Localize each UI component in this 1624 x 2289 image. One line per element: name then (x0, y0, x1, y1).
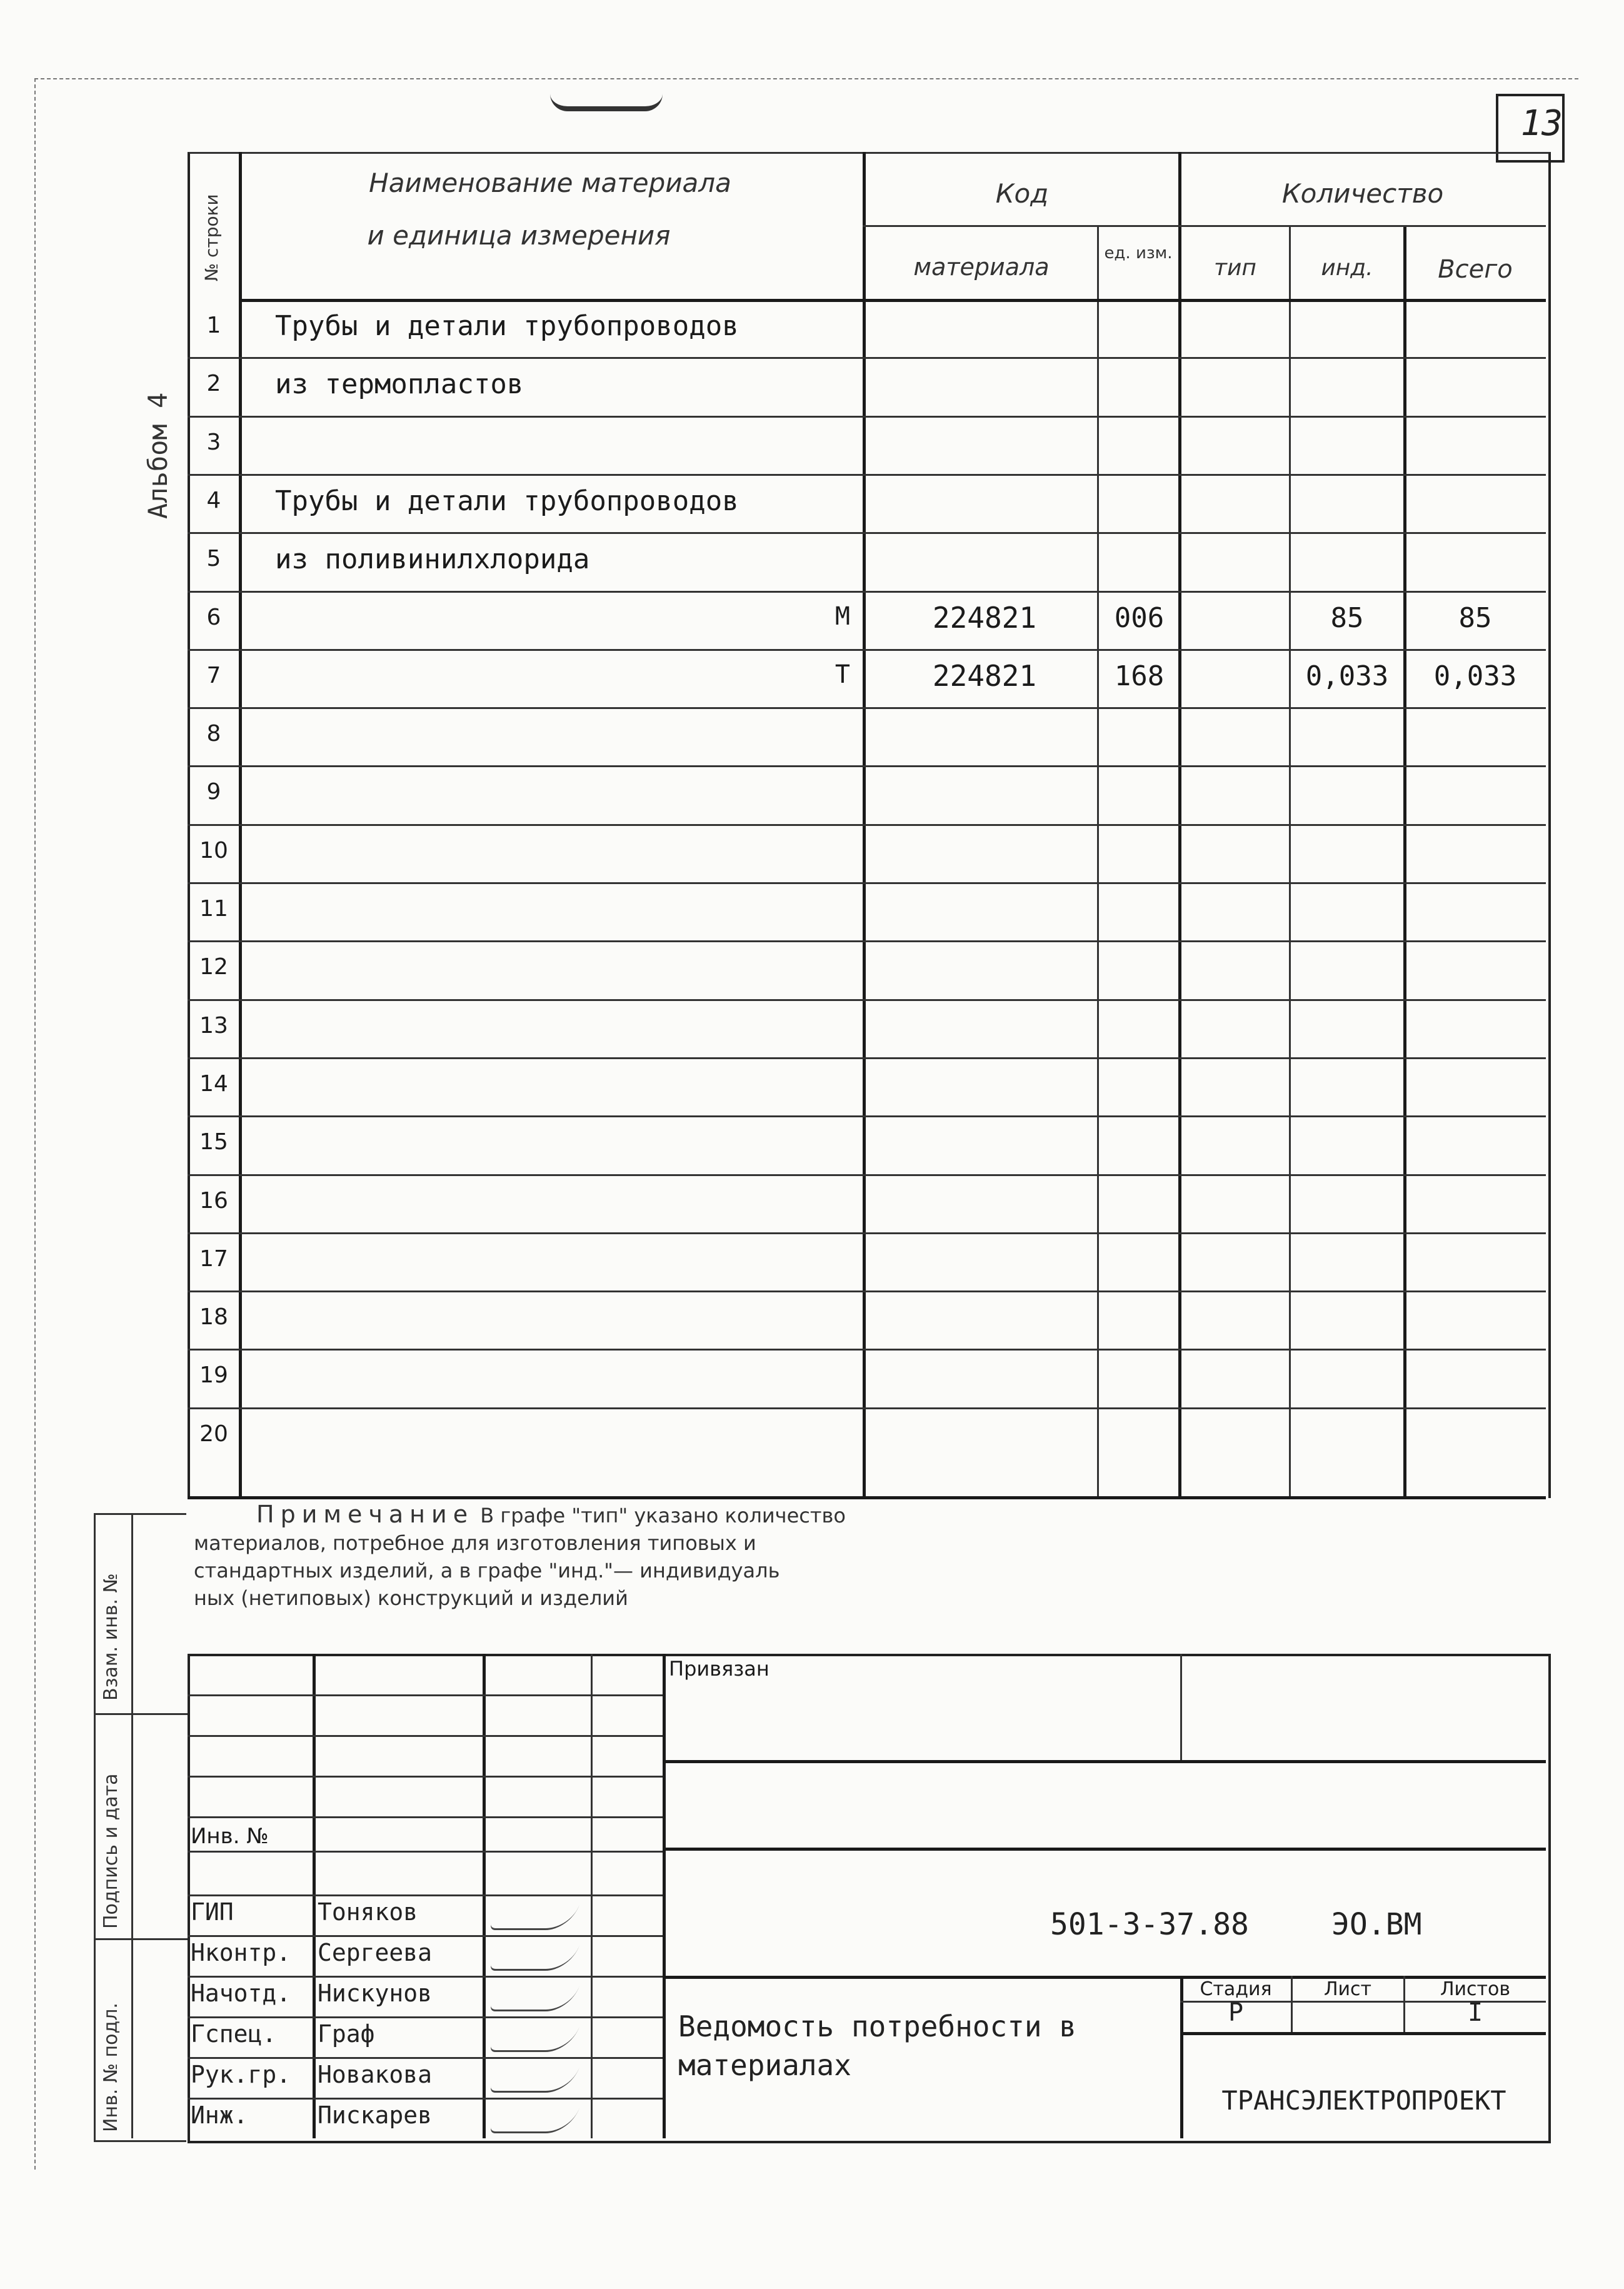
row-number: 18 (199, 1304, 228, 1331)
signatory-name: Сергеева (318, 1939, 433, 1966)
row-name: Трубы и детали трубопроводов (275, 485, 739, 517)
note-line-1: В графе "тип" указано количество (480, 1504, 846, 1527)
row-number: 1 (206, 313, 221, 338)
table-row (188, 649, 1546, 707)
header-qty-type: тип (1214, 255, 1256, 281)
signatory-role: ГИП (191, 1898, 234, 1926)
table-row (188, 1349, 1546, 1407)
tb-row-line (188, 1851, 663, 1853)
tb-row-line (188, 2016, 663, 2018)
note-lead: Примечание (256, 1501, 474, 1528)
signatory-role: Инж. (191, 2101, 248, 2129)
header-code: Код (995, 178, 1049, 209)
table-row (188, 357, 1546, 415)
row-number: 10 (199, 837, 228, 863)
table-row (188, 416, 1546, 474)
table-row (188, 1232, 1546, 1290)
signatory-name: Нискунов (318, 1980, 433, 2007)
signatory-name: Граф (318, 2020, 375, 2048)
note-line-2: материалов, потребное для изготовления типовых и (194, 1531, 756, 1555)
signatory-role: Гспец. (191, 2020, 277, 2048)
header-name-line1: Наименование материала (369, 168, 731, 198)
album-label: Альбом 4 (143, 392, 173, 519)
tb-row-line (188, 1894, 663, 1896)
row-number: 9 (206, 779, 221, 805)
table-row (188, 474, 1546, 532)
row-name: из поливинилхлорида (275, 543, 590, 576)
table-row (188, 1115, 1546, 1174)
top-border (34, 78, 1578, 79)
row-code: 224821 (932, 600, 1037, 635)
tb-col-4 (663, 1654, 666, 2138)
header-quantity: Количество (1281, 178, 1444, 209)
page-number: 13 (1520, 103, 1563, 144)
row-number: 20 (199, 1421, 228, 1447)
side-stamp-vzam: Взам. инв. № (100, 1573, 122, 1701)
row-name: из термопластов (275, 368, 524, 401)
table-row (188, 532, 1546, 590)
table-row (188, 299, 1546, 357)
organization: ТРАНСЭЛЕКТРОПРОЕКТ (1221, 2085, 1506, 2116)
table-row (188, 940, 1546, 999)
row-number: 17 (199, 1245, 228, 1272)
table-row (188, 999, 1546, 1057)
row-number: 7 (206, 662, 221, 688)
header-qty-ind: инд. (1321, 255, 1373, 281)
row-ind: 85 (1330, 601, 1364, 634)
side-stamp-inv: Инв. № подл. (100, 2003, 122, 2132)
table-row (188, 1057, 1546, 1115)
header-row-no: № строки (201, 194, 222, 281)
stage-label: Стадия (1200, 1978, 1272, 2000)
tb-row-line (188, 1816, 663, 1818)
signatory-name: Пискарев (318, 2101, 433, 2129)
tb-row-line (188, 2098, 663, 2100)
row-number: 16 (199, 1187, 228, 1214)
row-number: 2 (206, 371, 221, 397)
row-number: 15 (199, 1129, 228, 1155)
tb-sheets-col (1403, 1976, 1405, 2032)
table-row (188, 1174, 1546, 1232)
note-line-3: стандартных изделий, а в графе "инд."— индивидуаль (194, 1559, 780, 1582)
row-mark: М (835, 601, 850, 631)
row-unit: 006 (1114, 601, 1165, 634)
row-number: 13 (199, 1012, 228, 1039)
row-code: 224821 (932, 658, 1037, 693)
side-stamp-divider (131, 1513, 133, 2138)
row-number: 4 (206, 487, 221, 513)
table-row (188, 1290, 1546, 1349)
tb-row-line (188, 1694, 663, 1696)
row-number: 19 (199, 1362, 228, 1389)
row-total: 85 (1458, 601, 1492, 634)
tb-col-privyazan (1180, 1654, 1182, 1760)
doc-title (678, 2007, 1076, 2085)
side-stamp-podpis: Подпись и дата (100, 1773, 122, 1929)
table-row (188, 591, 1546, 649)
header-split-line (863, 225, 1546, 227)
row-name: Трубы и детали трубопроводов (275, 310, 739, 342)
table-row (188, 765, 1546, 823)
side-stamp-split-1 (94, 1713, 188, 1715)
row-number: 3 (206, 429, 221, 455)
note-block (194, 1501, 1069, 1612)
left-border (34, 78, 36, 2170)
table-bottom-line (188, 1496, 1546, 1499)
signatory-role: Рук.гр. (191, 2061, 291, 2088)
signatory-name: Тоняков (318, 1898, 418, 1926)
table-row (188, 707, 1546, 765)
tb-row-line (188, 1776, 663, 1778)
sheets-value: I (1467, 1998, 1483, 2027)
sheets-label: Листов (1440, 1978, 1511, 2000)
signatory-name: Новакова (318, 2061, 433, 2088)
row-ind: 0,033 (1305, 660, 1389, 692)
top-mark (550, 94, 663, 111)
tb-row-line (188, 2057, 663, 2059)
doc-suffix: ЭО.ВМ (1331, 1907, 1422, 1942)
tb-row-line (188, 1976, 663, 1978)
tb-code-top (663, 1848, 1546, 1851)
signatory-role: Начотд. (191, 1980, 291, 2007)
doc-title-line-2: материалах (678, 2048, 851, 2082)
table-row (188, 824, 1546, 882)
row-number: 5 (206, 546, 221, 572)
stage-value: Р (1228, 1998, 1244, 2027)
row-number: 12 (199, 954, 228, 980)
row-number: 14 (199, 1070, 228, 1097)
side-stamp-split-2 (94, 1938, 188, 1940)
inv-no-label: Инв. № (191, 1824, 269, 1849)
row-total: 0,033 (1433, 660, 1517, 692)
doc-code: 501-3-37.88 (1050, 1907, 1249, 1942)
header-code-unit: ед. изм. (1104, 244, 1173, 263)
doc-title-line-1: Ведомость потребности в (678, 2010, 1076, 2043)
signatory-role: Нконтр. (191, 1939, 291, 1966)
table-row (188, 882, 1546, 940)
tb-privyazan-bottom (663, 1760, 1546, 1763)
row-unit: 168 (1114, 660, 1165, 692)
header-name-line2: и единица измерения (367, 220, 671, 251)
tb-row-line (188, 1935, 663, 1937)
row-number: 8 (206, 721, 221, 747)
tb-row-line (188, 1735, 663, 1737)
header-code-material: материала (913, 253, 1050, 281)
row-mark: Т (835, 660, 850, 689)
tb-org-top (1180, 2032, 1546, 2035)
table-row (188, 1407, 1546, 1466)
row-number: 6 (206, 604, 221, 630)
row-number: 11 (199, 896, 228, 922)
header-qty-total: Всего (1438, 255, 1513, 284)
sheet-label: Лист (1323, 1978, 1372, 2000)
note-line-4: ных (нетиповых) конструкций и изделий (194, 1586, 628, 1610)
privyazan-label: Привязан (669, 1657, 769, 1681)
